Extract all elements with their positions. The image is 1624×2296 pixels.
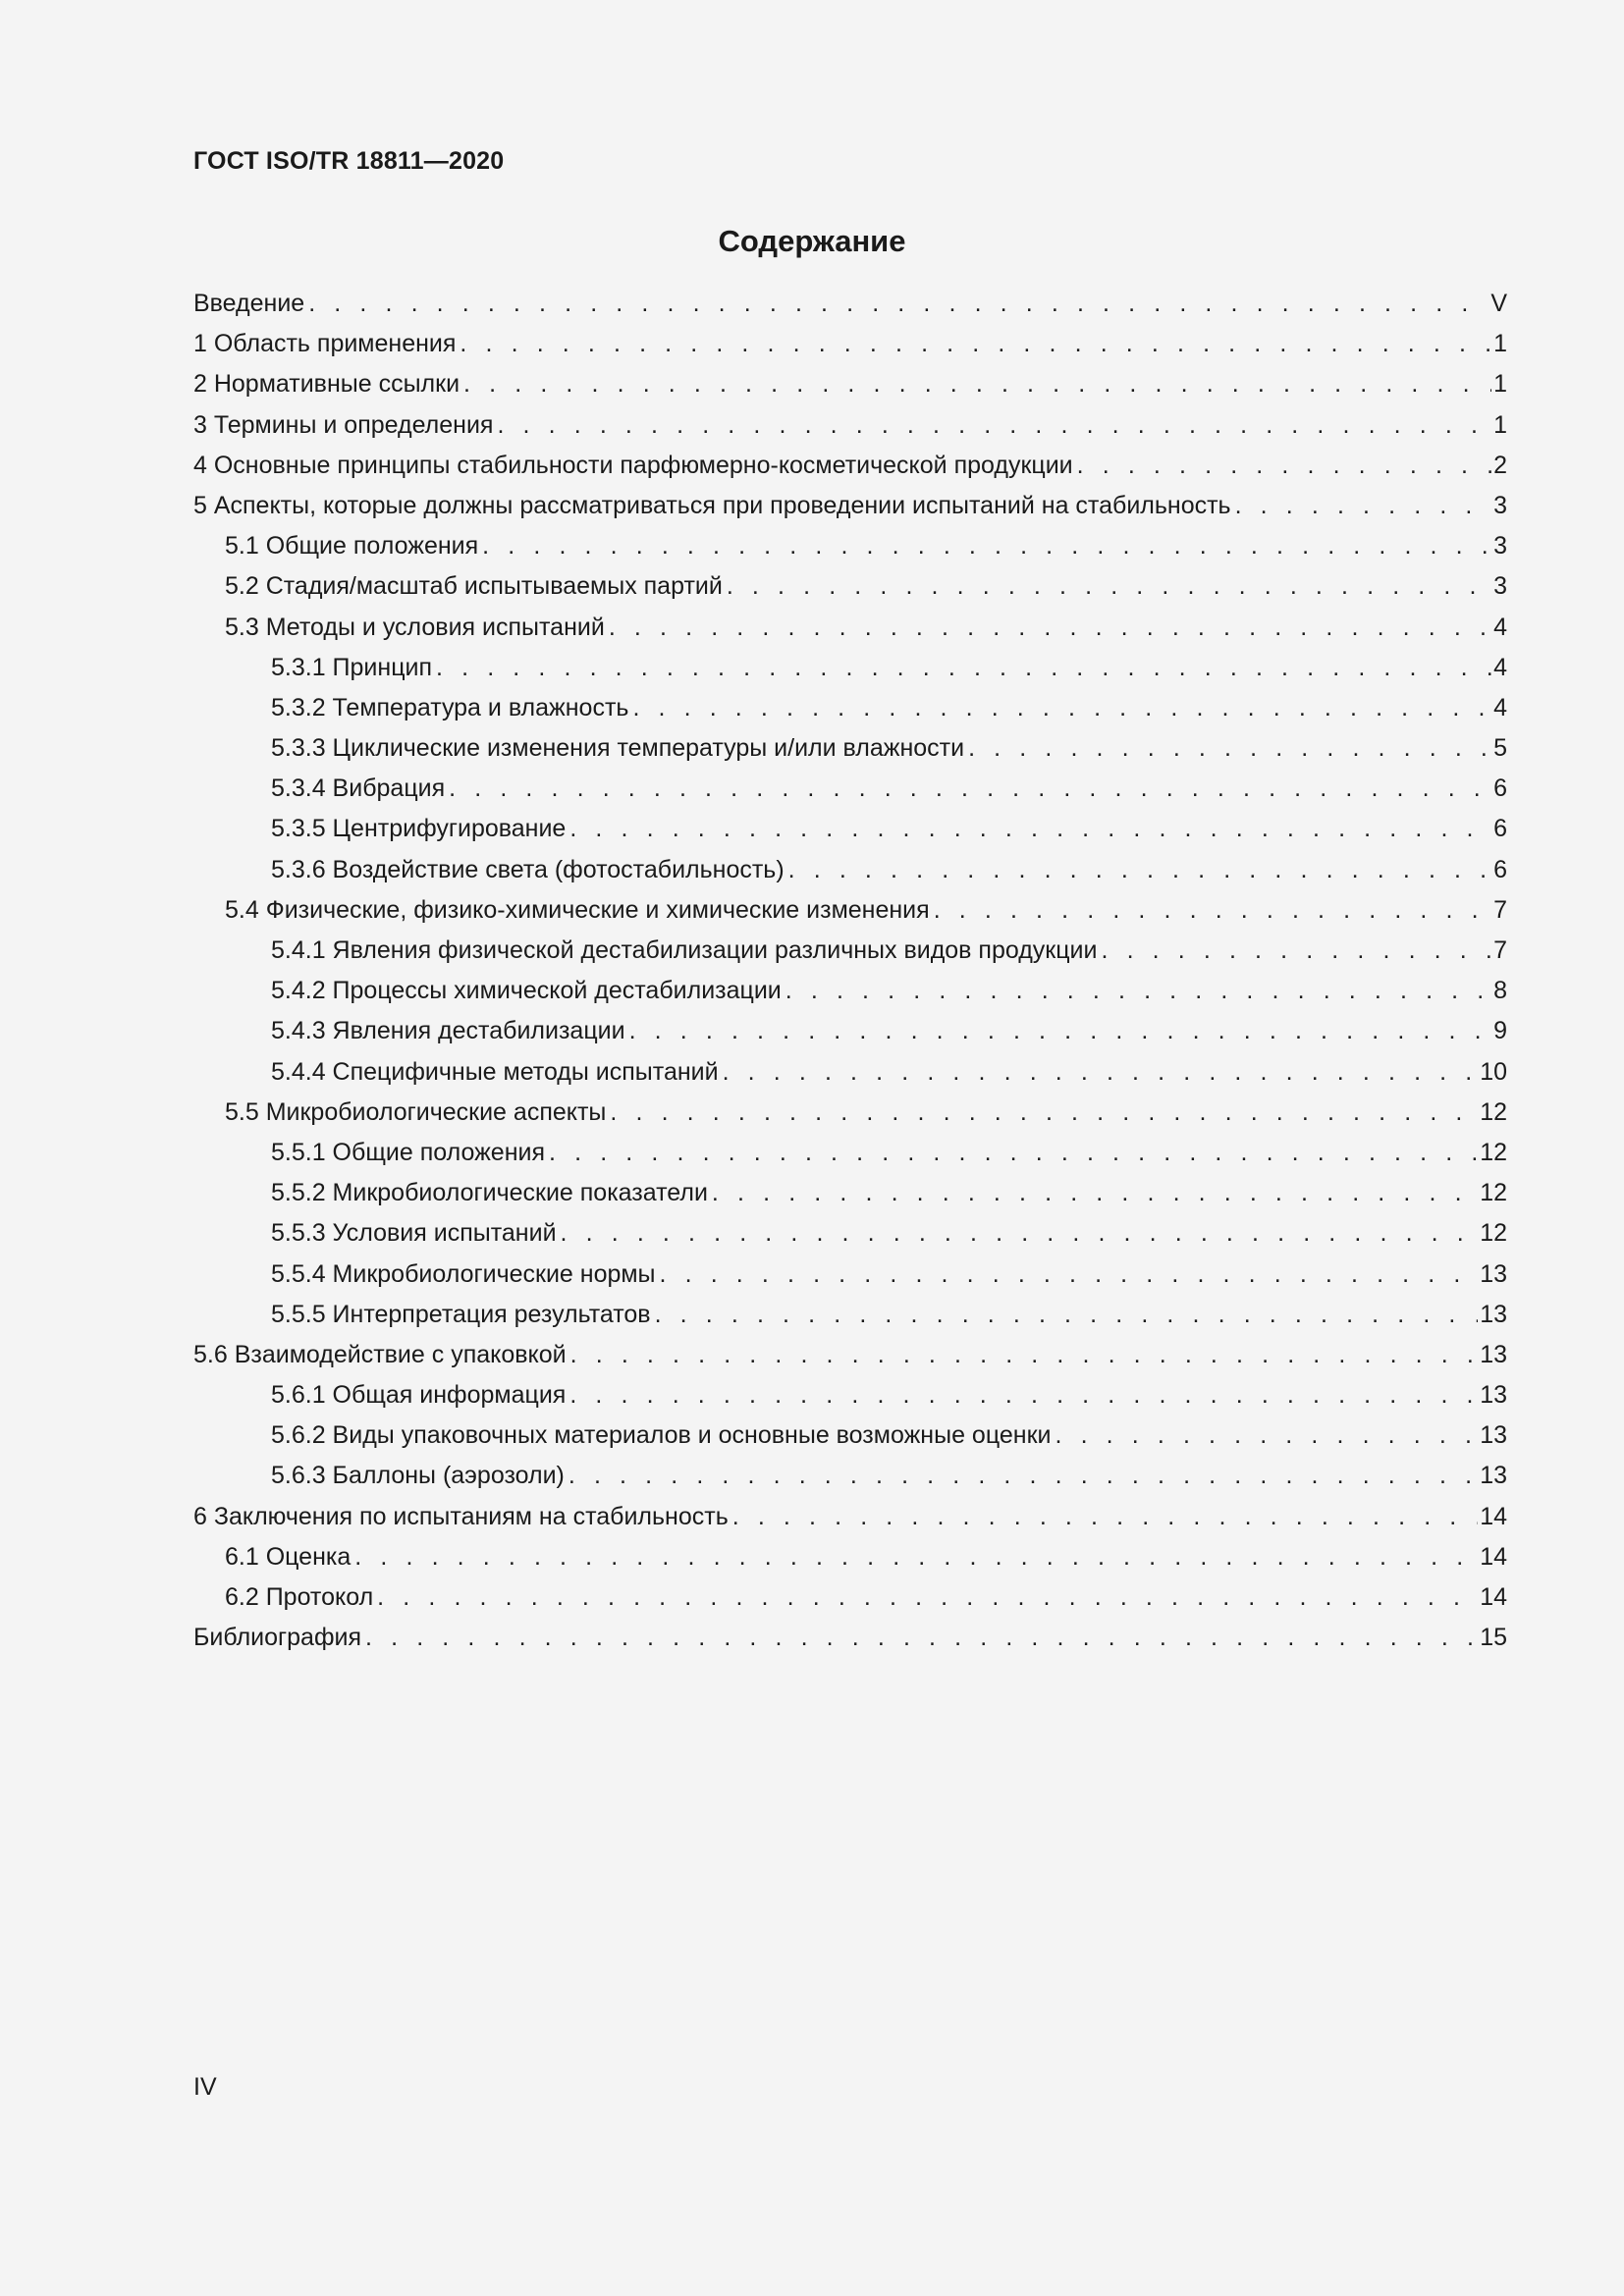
- toc-entry-title: Библиография: [193, 1620, 365, 1655]
- toc-entry-page: 13: [1480, 1340, 1507, 1368]
- toc-entry[interactable]: [193, 1095, 1507, 1135]
- toc-title: Содержание: [718, 224, 906, 258]
- toc-entry-title: 5.3.4 Вибрация: [271, 771, 449, 806]
- toc-entry-title: 5.2 Стадия/масштаб испытываемых партий: [225, 568, 727, 604]
- toc-entry[interactable]: [193, 852, 1507, 892]
- dot-leader: [609, 610, 1491, 645]
- toc-entry-page: 4: [1493, 613, 1507, 641]
- toc-entry-title: 5.6 Взаимодействие с упаковкой: [193, 1337, 570, 1372]
- toc-entry[interactable]: [193, 1337, 1507, 1377]
- toc-entry-title: 5.1 Общие положения: [225, 528, 482, 563]
- toc-entry-title: 5.3.3 Циклические изменения температуры и/или влажности: [271, 730, 968, 766]
- toc-entry[interactable]: [193, 568, 1507, 609]
- toc-entry-page: 3: [1493, 491, 1507, 519]
- dot-leader: [629, 1013, 1492, 1048]
- toc-entry-page: 4: [1493, 653, 1507, 681]
- toc-entry-title: 5.5.2 Микробиологические показатели: [271, 1175, 712, 1210]
- dot-leader: [1101, 933, 1491, 968]
- toc-entry-page: 5: [1493, 734, 1507, 763]
- dot-leader: [732, 1499, 1478, 1534]
- toc-entry-page: 4: [1493, 693, 1507, 721]
- toc-entry[interactable]: [193, 1256, 1507, 1297]
- toc-entry-page: 7: [1493, 936, 1507, 964]
- dot-leader: [570, 1337, 1479, 1372]
- toc-entry[interactable]: [193, 407, 1507, 448]
- toc-entry-title: 5.3 Методы и условия испытаний: [225, 610, 609, 645]
- toc-entry[interactable]: [193, 1539, 1507, 1579]
- toc-entry[interactable]: [193, 1458, 1507, 1498]
- toc-entry[interactable]: [193, 366, 1507, 406]
- toc-entry-page: 12: [1480, 1138, 1507, 1166]
- toc-entry-title: 5.4 Физические, физико-химические и химические изменения: [225, 892, 934, 928]
- toc-entry-title: 5.5.4 Микробиологические нормы: [271, 1256, 660, 1292]
- dot-leader: [785, 973, 1491, 1008]
- toc-entry[interactable]: [193, 690, 1507, 730]
- table-of-contents: [193, 286, 1507, 1660]
- toc-entry-title: 5.3.1 Принцип: [271, 650, 436, 685]
- page-number: IV: [193, 2073, 217, 2101]
- toc-entry-page: 13: [1480, 1381, 1507, 1410]
- dot-leader: [655, 1297, 1479, 1332]
- toc-entry-page: 7: [1493, 895, 1507, 924]
- toc-entry-page: 13: [1480, 1462, 1507, 1490]
- toc-entry-page: 1: [1493, 370, 1507, 399]
- toc-entry-page: 14: [1480, 1542, 1507, 1571]
- toc-entry[interactable]: [193, 1135, 1507, 1175]
- dot-leader: [463, 366, 1491, 401]
- toc-entry[interactable]: [193, 528, 1507, 568]
- toc-entry-title: 5.3.2 Температура и влажность: [271, 690, 632, 725]
- dot-leader: [712, 1175, 1478, 1210]
- toc-entry-title: 5 Аспекты, которые должны рассматриваться при проведении испытаний на стабильность: [193, 488, 1235, 523]
- toc-entry-title: 6.1 Оценка: [225, 1539, 354, 1575]
- dot-leader: [308, 286, 1489, 321]
- toc-entry-page: 8: [1493, 977, 1507, 1005]
- toc-entry[interactable]: [193, 1215, 1507, 1255]
- toc-entry[interactable]: [193, 1054, 1507, 1095]
- toc-entry-page: 12: [1480, 1179, 1507, 1207]
- toc-entry[interactable]: [193, 1579, 1507, 1620]
- toc-entry-title: 6 Заключения по испытаниям на стабильность: [193, 1499, 732, 1534]
- dot-leader: [632, 690, 1491, 725]
- dot-leader: [449, 771, 1491, 806]
- toc-entry-page: 13: [1480, 1421, 1507, 1450]
- dot-leader: [377, 1579, 1478, 1615]
- toc-entry-title: 5.4.1 Явления физической дестабилизации различных видов продукции: [271, 933, 1101, 968]
- toc-entry[interactable]: [193, 650, 1507, 690]
- toc-entry[interactable]: [193, 730, 1507, 771]
- toc-entry-title: 5.4.2 Процессы химической дестабилизации: [271, 973, 785, 1008]
- toc-entry[interactable]: [193, 892, 1507, 933]
- dot-leader: [568, 1458, 1478, 1493]
- toc-entry-title: 5.5.1 Общие положения: [271, 1135, 549, 1170]
- toc-entry-page: 14: [1480, 1502, 1507, 1530]
- toc-entry-page: 15: [1480, 1624, 1507, 1652]
- toc-entry-title: 6.2 Протокол: [225, 1579, 377, 1615]
- toc-entry-page: 12: [1480, 1219, 1507, 1248]
- dot-leader: [1055, 1417, 1478, 1453]
- dot-leader: [610, 1095, 1478, 1130]
- toc-entry-title: Введение: [193, 286, 308, 321]
- toc-entry-title: 5.5.5 Интерпретация результатов: [271, 1297, 655, 1332]
- toc-entry-title: 5.6.2 Виды упаковочных материалов и основные возможные оценки: [271, 1417, 1055, 1453]
- toc-entry-page: 14: [1480, 1583, 1507, 1611]
- toc-entry[interactable]: [193, 1499, 1507, 1539]
- toc-entry-page: 6: [1493, 855, 1507, 883]
- toc-entry-page: 3: [1493, 532, 1507, 561]
- toc-entry-page: V: [1490, 290, 1507, 317]
- dot-leader: [934, 892, 1491, 928]
- toc-entry-page: 1: [1493, 330, 1507, 358]
- toc-entry-page: 2: [1493, 451, 1507, 479]
- dot-leader: [354, 1539, 1478, 1575]
- toc-entry[interactable]: [193, 1013, 1507, 1053]
- toc-entry-page: 1: [1493, 410, 1507, 439]
- toc-entry-page: 3: [1493, 572, 1507, 601]
- toc-entry-title: 5.3.6 Воздействие света (фотостабильность): [271, 852, 788, 887]
- toc-entry[interactable]: [193, 1297, 1507, 1337]
- toc-entry-page: 13: [1480, 1300, 1507, 1328]
- toc-entry-title: 5.6.3 Баллоны (аэрозоли): [271, 1458, 568, 1493]
- toc-entry-page: 9: [1493, 1017, 1507, 1045]
- toc-entry[interactable]: [193, 610, 1507, 650]
- dot-leader: [569, 811, 1491, 846]
- dot-leader: [660, 1256, 1479, 1292]
- toc-entry[interactable]: [193, 286, 1507, 326]
- dot-leader: [968, 730, 1491, 766]
- dot-leader: [561, 1215, 1479, 1251]
- toc-entry-page: 13: [1480, 1259, 1507, 1288]
- toc-entry[interactable]: [193, 1620, 1507, 1660]
- toc-entry[interactable]: [193, 933, 1507, 973]
- toc-entry-page: 6: [1493, 815, 1507, 843]
- dot-leader: [723, 1054, 1479, 1090]
- toc-entry[interactable]: [193, 771, 1507, 811]
- toc-entry-title: 5.4.4 Специфичные методы испытаний: [271, 1054, 723, 1090]
- document-code: ГОСТ ISO/TR 18811—2020: [193, 147, 505, 175]
- dot-leader: [1235, 488, 1492, 523]
- toc-entry-page: 10: [1480, 1057, 1507, 1086]
- toc-entry[interactable]: [193, 1417, 1507, 1458]
- toc-entry[interactable]: [193, 326, 1507, 366]
- toc-entry[interactable]: [193, 973, 1507, 1013]
- dot-leader: [549, 1135, 1478, 1170]
- toc-entry-title: 5.5.3 Условия испытаний: [271, 1215, 561, 1251]
- toc-entry-page: 12: [1480, 1097, 1507, 1126]
- toc-entry-title: 5.3.5 Центрифугирование: [271, 811, 569, 846]
- toc-entry-title: 5.5 Микробиологические аспекты: [225, 1095, 610, 1130]
- toc-entry[interactable]: [193, 811, 1507, 851]
- dot-leader: [365, 1620, 1478, 1655]
- dot-leader: [497, 407, 1491, 443]
- toc-entry-page: 6: [1493, 774, 1507, 803]
- dot-leader: [1077, 448, 1491, 483]
- toc-entry-title: 2 Нормативные ссылки: [193, 366, 463, 401]
- toc-entry-title: 4 Основные принципы стабильности парфюмерно-косметической продукции: [193, 448, 1077, 483]
- toc-entry-title: 5.4.3 Явления дестабилизации: [271, 1013, 629, 1048]
- toc-entry[interactable]: [193, 448, 1507, 488]
- dot-leader: [482, 528, 1491, 563]
- toc-entry[interactable]: [193, 488, 1507, 528]
- dot-leader: [727, 568, 1491, 604]
- dot-leader: [460, 326, 1491, 361]
- toc-entry-title: 1 Область применения: [193, 326, 460, 361]
- toc-entry-title: 3 Термины и определения: [193, 407, 497, 443]
- dot-leader: [788, 852, 1491, 887]
- dot-leader: [569, 1377, 1478, 1413]
- toc-entry[interactable]: [193, 1377, 1507, 1417]
- dot-leader: [436, 650, 1491, 685]
- toc-entry-title: 5.6.1 Общая информация: [271, 1377, 569, 1413]
- toc-entry[interactable]: [193, 1175, 1507, 1215]
